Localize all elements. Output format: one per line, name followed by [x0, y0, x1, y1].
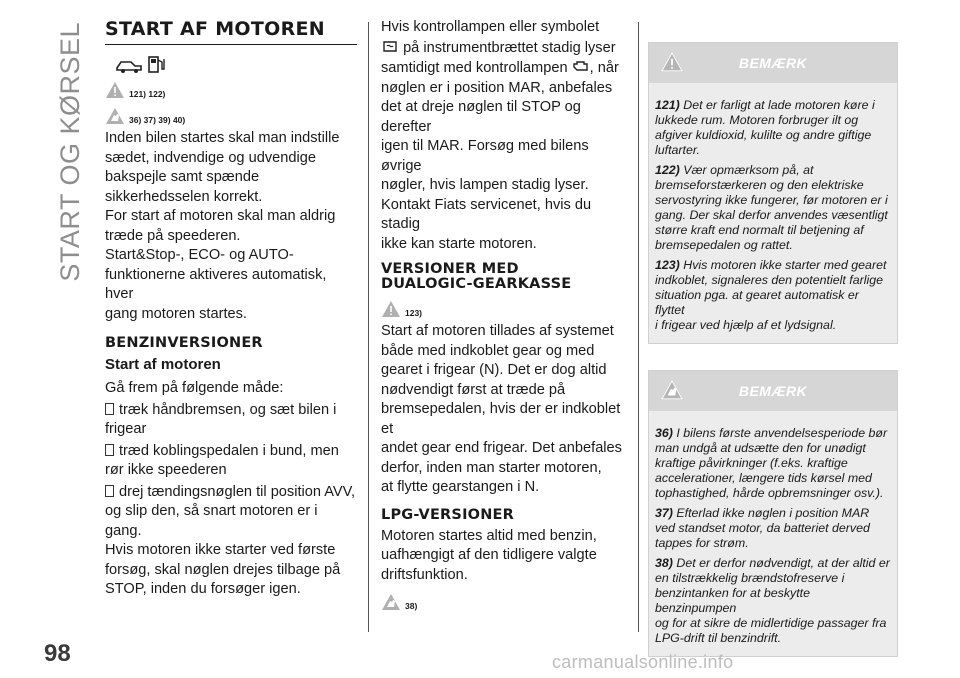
column-divider-1 — [368, 22, 369, 632]
para-line: driftsfunktion. — [381, 566, 468, 583]
warning-box — [648, 42, 898, 344]
para-line: gearet i frigear (N). Det er dog altid — [381, 362, 607, 378]
bullet-item: træk håndbremsen, og sæt bilen i frigear — [105, 401, 337, 437]
para-line: Motoren startes altid med benzin, — [381, 527, 597, 544]
ref-text: 123) — [405, 308, 423, 318]
para-line: nøgler, hvis lampen stadig lyser. — [381, 177, 589, 193]
para-line: ikke kan starte motoren. — [381, 235, 537, 252]
page-number: 98 — [44, 640, 71, 667]
engine-type-icons — [115, 53, 357, 75]
intro-line: sædet, indvendige og udvendige — [105, 149, 316, 166]
warning-ref-121-122 — [105, 77, 357, 99]
para-line: andet gear end frigear. Det anbefales — [381, 440, 622, 456]
ref-text: 36) 37) 39) 40) — [129, 115, 186, 125]
para-line: uafhængigt af den tidligere valgte — [381, 547, 597, 563]
para-line: samtidigt med kontrollampen , når — [381, 60, 619, 76]
warning-ref-123 — [381, 296, 631, 318]
outro-line: forsøg, skal nøglen drejes tilbage på — [105, 561, 341, 578]
warning-box-header — [649, 43, 897, 83]
caution-box-header — [649, 371, 897, 411]
intro-line: gang motoren startes. — [105, 305, 247, 322]
glow-plug-warning-icon — [381, 38, 399, 54]
intro-line: bakspejle samt spænde — [105, 169, 260, 185]
fuel-pump-icon — [146, 54, 168, 74]
checkbox-bullet-icon — [105, 403, 114, 415]
checkbox-bullet-icon — [105, 444, 114, 456]
note-item: 37) Efterlad ikke nøglen i position MAR ved standset motor, da batteriet derved tappes for strøm. — [655, 506, 870, 550]
outro-line: STOP, inden du forsøger igen. — [105, 581, 301, 597]
column-1 — [105, 18, 357, 600]
caution-box-title: BEMÆRK — [738, 383, 808, 399]
para-line: Kontakt Fiats servicenet, hvis du stadig — [381, 196, 592, 232]
intro-line: funktionerne aktiveres automatisk, hver — [105, 266, 327, 302]
note-ref-38 — [381, 589, 631, 611]
para-line: derfor, inden man starter motoren, — [381, 459, 602, 476]
hand-note-icon — [381, 593, 401, 611]
intro-line: sikkerhedsselen korrekt. — [105, 188, 263, 205]
outro-line: Hvis motoren ikke starter ved første — [105, 542, 336, 558]
para-line: Hvis kontrollampen eller symbolet — [381, 19, 600, 35]
bullet-item: træd koblingspedalen i bund, men rør ikke speederen — [105, 442, 339, 478]
subheading-lpg: LPG-VERSIONER — [381, 506, 514, 523]
para-line: at flytte gearstangen i N. — [381, 479, 540, 495]
para-line: Start af motoren tillades af systemet — [381, 323, 614, 339]
note-item: 121) Det er farligt at lade motoren køre i lukkede rum. Motoren forbruger ilt og afgiver kuldioxid, kulilte og andre giftige luftarter. — [655, 98, 875, 157]
caution-box — [648, 370, 898, 657]
hand-note-icon — [661, 380, 683, 400]
para-line: nøglen er i position MAR, anbefales — [381, 79, 613, 96]
hand-note-icon — [105, 107, 125, 125]
warning-box-title: BEMÆRK — [738, 55, 808, 71]
column-3 — [648, 42, 898, 678]
para-line: både med indkoblet gear og med — [381, 342, 595, 359]
procedure-lead: Gå frem på følgende måde: — [105, 380, 284, 396]
warning-triangle-icon — [381, 300, 401, 318]
intro-line: træde på speederen. — [105, 227, 241, 244]
para-line: det at dreje nøglen til STOP og derefter — [381, 99, 581, 135]
chapter-side-title — [48, 22, 92, 282]
column-2 — [381, 18, 631, 615]
note-item: 122) Vær opmærksom på, at bremseforstærkeren og den elektriske servostyring ikke fungerer, før motoren er i gang. Der skal derfor anvendes væsentligt større kraft end normalt til betjening af bremsepedalen og rattet. — [655, 163, 888, 252]
intro-line: Start&Stop-, ECO- og AUTO- — [105, 247, 294, 263]
warning-triangle-icon — [661, 52, 683, 72]
ref-text: 121) 122) — [129, 89, 166, 99]
subheading-petrol-versions: BENZINVERSIONER — [105, 335, 263, 351]
para-line: på instrumentbrættet stadig lyser — [381, 38, 631, 59]
para-line: nødvendigt først at træde på — [381, 381, 566, 398]
note-item: 38) Det er derfor nødvendigt, at der altid er en tilstrækkelig brændstofreserve i benzintanken for at beskytte benzinpumpen og for at sikre de midlertidige passager fra LPG-drift til benzindrift. — [655, 556, 890, 645]
caution-box-body — [649, 411, 897, 646]
note-item: 36) I bilens første anvendelsesperiode bør man undgå at udsætte den for unødigt kraftige påvirkninger (f.eks. kraftige accelerationer, længere tids kørsel med tophastighed, hårde opbremsninger osv.). — [655, 426, 888, 500]
subheading-dualogic: VERSIONER MED DUALOGIC-GEARKASSE — [381, 261, 572, 292]
subheading-start-engine: Start af motoren — [105, 356, 221, 373]
engine-check-icon — [572, 58, 590, 74]
chapter-title-text: START OG KØRSEL — [55, 22, 85, 282]
section-heading-start-engine: START AF MOTOREN — [105, 18, 357, 45]
checkbox-bullet-icon — [105, 485, 114, 497]
ref-text: 38) — [405, 601, 418, 611]
petrol-car-icon — [115, 54, 145, 74]
note-ref-36-40 — [105, 103, 357, 125]
note-item: 123) Hvis motoren ikke starter med gearet indkoblet, signaleres den potentielt farlige situation pga. at gearet automatisk er flyttet i frigear ved hjælp af et lydsignal. — [655, 258, 887, 332]
para-line: igen til MAR. Forsøg med bilens øvrige — [381, 138, 589, 174]
intro-line: Inden bilen startes skal man indstille — [105, 130, 340, 146]
bullet-item: drej tændingsnøglen til position AVV, og slip den, så snart motoren er i gang. — [105, 483, 356, 539]
site-watermark: carmanualsonline.info — [552, 652, 734, 672]
column-divider-2 — [638, 22, 639, 632]
warning-triangle-icon — [105, 81, 125, 99]
warning-box-body — [649, 83, 897, 333]
intro-line: For start af motoren skal man aldrig — [105, 208, 336, 224]
para-line: bremsepedalen, hvis der er indkoblet et — [381, 401, 621, 437]
